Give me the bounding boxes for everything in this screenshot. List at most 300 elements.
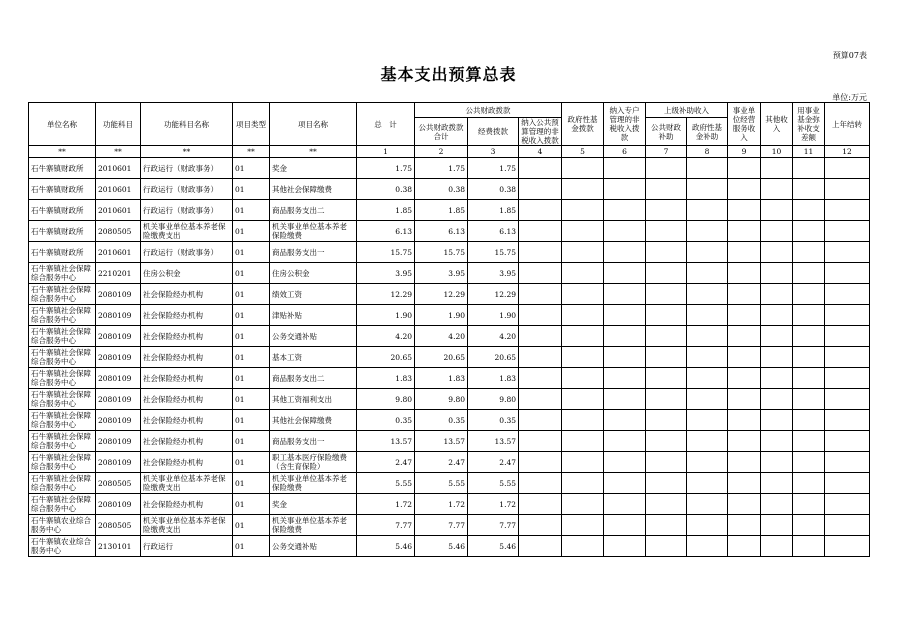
cell-empty bbox=[604, 284, 646, 305]
cell-empty bbox=[562, 368, 604, 389]
cell-item-type: 01 bbox=[233, 305, 270, 326]
cell-unit-name: 石牛寨镇财政所 bbox=[29, 179, 96, 200]
cell-empty bbox=[761, 494, 793, 515]
cell-func-name: 社会保险经办机构 bbox=[141, 284, 233, 305]
cell-public-fin-funding: 2.47 bbox=[468, 452, 519, 473]
cell-item-name: 其他工资福利支出 bbox=[270, 389, 357, 410]
cell-item-type: 01 bbox=[233, 410, 270, 431]
cell-func-code: 2010601 bbox=[96, 200, 141, 221]
cell-public-fin-total: 1.75 bbox=[415, 158, 468, 179]
cell-func-name: 住房公积金 bbox=[141, 263, 233, 284]
column-index-cell: 4 bbox=[519, 146, 562, 158]
cell-public-fin-funding: 9.80 bbox=[468, 389, 519, 410]
cell-empty bbox=[825, 200, 870, 221]
cell-empty bbox=[519, 389, 562, 410]
cell-empty bbox=[519, 263, 562, 284]
cell-empty bbox=[604, 326, 646, 347]
cell-empty bbox=[604, 536, 646, 557]
cell-empty bbox=[793, 389, 825, 410]
cell-total: 1.90 bbox=[357, 305, 415, 326]
cell-empty bbox=[687, 347, 728, 368]
cell-item-type: 01 bbox=[233, 494, 270, 515]
cell-empty bbox=[519, 179, 562, 200]
cell-empty bbox=[825, 347, 870, 368]
cell-empty bbox=[562, 515, 604, 536]
cell-empty bbox=[793, 431, 825, 452]
cell-item-type: 01 bbox=[233, 515, 270, 536]
cell-item-name: 商品服务支出二 bbox=[270, 368, 357, 389]
cell-public-fin-funding: 3.95 bbox=[468, 263, 519, 284]
cell-func-code: 2080505 bbox=[96, 473, 141, 494]
cell-public-fin-total: 4.20 bbox=[415, 326, 468, 347]
column-index-cell: 1 bbox=[357, 146, 415, 158]
cell-public-fin-total: 15.75 bbox=[415, 242, 468, 263]
cell-total: 7.77 bbox=[357, 515, 415, 536]
cell-func-code: 2080109 bbox=[96, 410, 141, 431]
cell-empty bbox=[728, 473, 761, 494]
cell-empty bbox=[761, 221, 793, 242]
cell-func-name: 机关事业单位基本养老保险缴费支出 bbox=[141, 221, 233, 242]
cell-func-code: 2080109 bbox=[96, 284, 141, 305]
cell-total: 1.75 bbox=[357, 158, 415, 179]
cell-empty bbox=[825, 326, 870, 347]
cell-item-name: 机关事业单位基本养老保险缴费 bbox=[270, 473, 357, 494]
header-item-name: 项目名称 bbox=[270, 103, 357, 146]
cell-empty bbox=[687, 179, 728, 200]
cell-func-code: 2080109 bbox=[96, 368, 141, 389]
cell-empty bbox=[793, 158, 825, 179]
table-number-tag: 预算07表 bbox=[832, 51, 867, 60]
cell-func-name: 社会保险经办机构 bbox=[141, 431, 233, 452]
cell-total: 0.38 bbox=[357, 179, 415, 200]
cell-public-fin-funding: 15.75 bbox=[468, 242, 519, 263]
cell-empty bbox=[604, 515, 646, 536]
cell-empty bbox=[562, 389, 604, 410]
cell-item-name: 机关事业单位基本养老保险缴费 bbox=[270, 221, 357, 242]
cell-func-code: 2080109 bbox=[96, 326, 141, 347]
cell-item-name: 其他社会保障缴费 bbox=[270, 410, 357, 431]
cell-public-fin-funding: 4.20 bbox=[468, 326, 519, 347]
cell-empty bbox=[519, 200, 562, 221]
cell-empty bbox=[728, 347, 761, 368]
cell-public-fin-total: 1.72 bbox=[415, 494, 468, 515]
cell-total: 9.80 bbox=[357, 389, 415, 410]
cell-total: 3.95 bbox=[357, 263, 415, 284]
cell-empty bbox=[728, 410, 761, 431]
cell-empty bbox=[562, 221, 604, 242]
cell-public-fin-total: 1.90 bbox=[415, 305, 468, 326]
cell-item-name: 津贴补贴 bbox=[270, 305, 357, 326]
cell-empty bbox=[646, 200, 687, 221]
cell-public-fin-funding: 1.83 bbox=[468, 368, 519, 389]
cell-empty bbox=[825, 473, 870, 494]
page-title: 基本支出预算总表 bbox=[380, 65, 517, 84]
cell-empty bbox=[646, 326, 687, 347]
cell-empty bbox=[728, 452, 761, 473]
cell-empty bbox=[604, 158, 646, 179]
cell-empty bbox=[728, 368, 761, 389]
cell-item-type: 01 bbox=[233, 200, 270, 221]
cell-public-fin-funding: 1.85 bbox=[468, 200, 519, 221]
cell-empty bbox=[646, 431, 687, 452]
cell-func-code: 2080109 bbox=[96, 431, 141, 452]
cell-empty bbox=[519, 410, 562, 431]
cell-func-name: 行政运行（财政事务） bbox=[141, 179, 233, 200]
cell-func-code: 2130101 bbox=[96, 536, 141, 557]
header-public-fin-total: 公共财政拨款合计 bbox=[415, 118, 468, 146]
table-row bbox=[29, 494, 870, 515]
cell-item-type: 01 bbox=[233, 242, 270, 263]
cell-empty bbox=[562, 494, 604, 515]
cell-empty bbox=[604, 410, 646, 431]
cell-public-fin-total: 7.77 bbox=[415, 515, 468, 536]
cell-total: 13.57 bbox=[357, 431, 415, 452]
cell-empty bbox=[687, 536, 728, 557]
cell-empty bbox=[728, 515, 761, 536]
column-index-cell: 6 bbox=[604, 146, 646, 158]
cell-item-name: 商品服务支出一 bbox=[270, 431, 357, 452]
cell-empty bbox=[646, 536, 687, 557]
cell-empty bbox=[761, 389, 793, 410]
cell-empty bbox=[687, 263, 728, 284]
cell-empty bbox=[825, 179, 870, 200]
cell-empty bbox=[728, 431, 761, 452]
cell-empty bbox=[687, 452, 728, 473]
cell-empty bbox=[562, 263, 604, 284]
cell-item-name: 绩效工资 bbox=[270, 284, 357, 305]
cell-empty bbox=[646, 284, 687, 305]
cell-empty bbox=[825, 284, 870, 305]
cell-empty bbox=[687, 305, 728, 326]
cell-empty bbox=[604, 200, 646, 221]
cell-empty bbox=[793, 263, 825, 284]
cell-empty bbox=[825, 305, 870, 326]
cell-unit-name: 石牛寨镇社会保障综合服务中心 bbox=[29, 494, 96, 515]
cell-empty bbox=[793, 179, 825, 200]
cell-func-name: 机关事业单位基本养老保险缴费支出 bbox=[141, 473, 233, 494]
cell-empty bbox=[519, 158, 562, 179]
header-carryover: 上年结转 bbox=[825, 103, 870, 146]
cell-empty bbox=[519, 494, 562, 515]
cell-unit-name: 石牛寨镇财政所 bbox=[29, 200, 96, 221]
table-row bbox=[29, 431, 870, 452]
cell-empty bbox=[761, 536, 793, 557]
column-index-cell: 5 bbox=[562, 146, 604, 158]
cell-empty bbox=[519, 284, 562, 305]
cell-total: 12.29 bbox=[357, 284, 415, 305]
cell-func-name: 行政运行（财政事务） bbox=[141, 242, 233, 263]
cell-empty bbox=[825, 410, 870, 431]
header-total: 总 计 bbox=[357, 103, 415, 146]
cell-empty bbox=[604, 494, 646, 515]
cell-item-name: 职工基本医疗保险缴费（含生育保险） bbox=[270, 452, 357, 473]
column-index-cell: ** bbox=[29, 146, 96, 158]
cell-func-name: 行政运行（财政事务） bbox=[141, 200, 233, 221]
cell-item-type: 01 bbox=[233, 284, 270, 305]
cell-item-type: 01 bbox=[233, 326, 270, 347]
cell-empty bbox=[519, 452, 562, 473]
cell-total: 0.35 bbox=[357, 410, 415, 431]
cell-empty bbox=[562, 431, 604, 452]
cell-empty bbox=[519, 473, 562, 494]
header-public-fin: 公共财政拨款 bbox=[415, 103, 562, 118]
cell-func-name: 社会保险经办机构 bbox=[141, 326, 233, 347]
table-row bbox=[29, 515, 870, 536]
cell-empty bbox=[604, 221, 646, 242]
cell-func-code: 2080109 bbox=[96, 494, 141, 515]
cell-public-fin-total: 13.57 bbox=[415, 431, 468, 452]
cell-public-fin-total: 0.35 bbox=[415, 410, 468, 431]
table-row bbox=[29, 221, 870, 242]
cell-empty bbox=[646, 515, 687, 536]
cell-unit-name: 石牛寨镇社会保障综合服务中心 bbox=[29, 389, 96, 410]
header-other-income: 其他收入 bbox=[761, 103, 793, 146]
cell-empty bbox=[825, 494, 870, 515]
cell-func-code: 2010601 bbox=[96, 158, 141, 179]
cell-func-name: 机关事业单位基本养老保险缴费支出 bbox=[141, 515, 233, 536]
cell-empty bbox=[562, 158, 604, 179]
header-public-fin-nontax: 纳入公共预算管理的非税收入拨款 bbox=[519, 118, 562, 146]
cell-empty bbox=[825, 221, 870, 242]
column-index-cell: 11 bbox=[793, 146, 825, 158]
cell-func-name: 社会保险经办机构 bbox=[141, 347, 233, 368]
cell-func-code: 2080109 bbox=[96, 389, 141, 410]
cell-empty bbox=[728, 200, 761, 221]
cell-empty bbox=[793, 242, 825, 263]
cell-unit-name: 石牛寨镇社会保障综合服务中心 bbox=[29, 347, 96, 368]
cell-empty bbox=[519, 347, 562, 368]
cell-item-name: 奖金 bbox=[270, 494, 357, 515]
header-business-income: 事业单位经营服务收入 bbox=[728, 103, 761, 146]
cell-empty bbox=[604, 473, 646, 494]
cell-empty bbox=[793, 515, 825, 536]
cell-public-fin-funding: 0.38 bbox=[468, 179, 519, 200]
cell-empty bbox=[761, 452, 793, 473]
cell-func-code: 2080505 bbox=[96, 515, 141, 536]
header-fund-cover: 用事业基金弥补收支差额 bbox=[793, 103, 825, 146]
cell-func-name: 社会保险经办机构 bbox=[141, 305, 233, 326]
cell-item-type: 01 bbox=[233, 221, 270, 242]
cell-empty bbox=[562, 536, 604, 557]
cell-empty bbox=[646, 494, 687, 515]
cell-public-fin-total: 9.80 bbox=[415, 389, 468, 410]
cell-item-name: 其他社会保障缴费 bbox=[270, 179, 357, 200]
cell-empty bbox=[761, 179, 793, 200]
cell-empty bbox=[604, 242, 646, 263]
cell-empty bbox=[562, 242, 604, 263]
cell-empty bbox=[825, 158, 870, 179]
table-row bbox=[29, 536, 870, 557]
cell-empty bbox=[793, 452, 825, 473]
header-item-type: 项目类型 bbox=[233, 103, 270, 146]
cell-empty bbox=[646, 305, 687, 326]
cell-empty bbox=[519, 326, 562, 347]
cell-empty bbox=[519, 368, 562, 389]
cell-empty bbox=[728, 536, 761, 557]
cell-empty bbox=[761, 263, 793, 284]
cell-public-fin-funding: 1.72 bbox=[468, 494, 519, 515]
table-row bbox=[29, 263, 870, 284]
table-row bbox=[29, 368, 870, 389]
cell-public-fin-total: 3.95 bbox=[415, 263, 468, 284]
cell-item-type: 01 bbox=[233, 368, 270, 389]
cell-empty bbox=[825, 242, 870, 263]
cell-empty bbox=[793, 305, 825, 326]
cell-public-fin-total: 20.65 bbox=[415, 347, 468, 368]
cell-empty bbox=[761, 284, 793, 305]
cell-empty bbox=[728, 389, 761, 410]
cell-unit-name: 石牛寨镇社会保障综合服务中心 bbox=[29, 452, 96, 473]
cell-empty bbox=[728, 494, 761, 515]
cell-empty bbox=[687, 431, 728, 452]
cell-item-type: 01 bbox=[233, 179, 270, 200]
cell-total: 5.55 bbox=[357, 473, 415, 494]
cell-empty bbox=[646, 263, 687, 284]
cell-empty bbox=[687, 242, 728, 263]
cell-empty bbox=[519, 242, 562, 263]
table-row bbox=[29, 347, 870, 368]
cell-empty bbox=[761, 347, 793, 368]
header-superior-gov: 政府性基金补助 bbox=[687, 118, 728, 146]
header-unit-name: 单位名称 bbox=[29, 103, 96, 146]
cell-unit-name: 石牛寨镇社会保障综合服务中心 bbox=[29, 431, 96, 452]
cell-public-fin-total: 2.47 bbox=[415, 452, 468, 473]
cell-empty bbox=[761, 326, 793, 347]
column-index-cell: 9 bbox=[728, 146, 761, 158]
cell-empty bbox=[604, 368, 646, 389]
cell-empty bbox=[646, 473, 687, 494]
cell-empty bbox=[793, 368, 825, 389]
cell-empty bbox=[562, 284, 604, 305]
column-index-cell: ** bbox=[141, 146, 233, 158]
cell-empty bbox=[604, 263, 646, 284]
column-index-cell: 8 bbox=[687, 146, 728, 158]
cell-empty bbox=[562, 200, 604, 221]
cell-empty bbox=[646, 368, 687, 389]
cell-empty bbox=[562, 473, 604, 494]
table-row bbox=[29, 389, 870, 410]
cell-public-fin-funding: 7.77 bbox=[468, 515, 519, 536]
cell-item-type: 01 bbox=[233, 158, 270, 179]
column-index-cell: 3 bbox=[468, 146, 519, 158]
cell-public-fin-funding: 20.65 bbox=[468, 347, 519, 368]
cell-public-fin-funding: 5.46 bbox=[468, 536, 519, 557]
cell-empty bbox=[761, 473, 793, 494]
cell-empty bbox=[793, 200, 825, 221]
cell-empty bbox=[646, 410, 687, 431]
header-public-fin-funding: 经费拨款 bbox=[468, 118, 519, 146]
cell-func-code: 2010601 bbox=[96, 179, 141, 200]
cell-public-fin-funding: 5.55 bbox=[468, 473, 519, 494]
table-row bbox=[29, 242, 870, 263]
cell-empty bbox=[825, 389, 870, 410]
cell-empty bbox=[604, 179, 646, 200]
cell-total: 20.65 bbox=[357, 347, 415, 368]
cell-empty bbox=[687, 200, 728, 221]
cell-public-fin-funding: 1.90 bbox=[468, 305, 519, 326]
cell-total: 6.13 bbox=[357, 221, 415, 242]
column-index-cell: 12 bbox=[825, 146, 870, 158]
cell-empty bbox=[646, 389, 687, 410]
cell-empty bbox=[646, 158, 687, 179]
header-func-code: 功能科目 bbox=[96, 103, 141, 146]
cell-item-type: 01 bbox=[233, 263, 270, 284]
budget-table bbox=[28, 102, 870, 557]
cell-total: 2.47 bbox=[357, 452, 415, 473]
cell-empty bbox=[728, 263, 761, 284]
cell-unit-name: 石牛寨镇农业综合服务中心 bbox=[29, 515, 96, 536]
cell-empty bbox=[646, 179, 687, 200]
cell-item-name: 基本工资 bbox=[270, 347, 357, 368]
header-superior-public: 公共财政补助 bbox=[646, 118, 687, 146]
cell-item-name: 住房公积金 bbox=[270, 263, 357, 284]
cell-func-name: 行政运行（财政事务） bbox=[141, 158, 233, 179]
column-index-row bbox=[29, 146, 870, 158]
table-row bbox=[29, 410, 870, 431]
cell-public-fin-total: 5.55 bbox=[415, 473, 468, 494]
cell-empty bbox=[793, 326, 825, 347]
cell-empty bbox=[825, 515, 870, 536]
cell-unit-name: 石牛寨镇社会保障综合服务中心 bbox=[29, 263, 96, 284]
cell-empty bbox=[825, 263, 870, 284]
cell-empty bbox=[687, 389, 728, 410]
cell-public-fin-funding: 1.75 bbox=[468, 158, 519, 179]
table-row bbox=[29, 284, 870, 305]
cell-total: 1.85 bbox=[357, 200, 415, 221]
cell-item-name: 公务交通补贴 bbox=[270, 326, 357, 347]
cell-empty bbox=[825, 536, 870, 557]
cell-item-name: 商品服务支出二 bbox=[270, 200, 357, 221]
table-row bbox=[29, 179, 870, 200]
cell-func-name: 社会保险经办机构 bbox=[141, 368, 233, 389]
cell-unit-name: 石牛寨镇财政所 bbox=[29, 242, 96, 263]
cell-empty bbox=[687, 221, 728, 242]
cell-unit-name: 石牛寨镇社会保障综合服务中心 bbox=[29, 284, 96, 305]
table-row bbox=[29, 452, 870, 473]
cell-empty bbox=[687, 410, 728, 431]
cell-public-fin-total: 1.85 bbox=[415, 200, 468, 221]
cell-unit-name: 石牛寨镇社会保障综合服务中心 bbox=[29, 305, 96, 326]
cell-total: 5.46 bbox=[357, 536, 415, 557]
cell-public-fin-funding: 6.13 bbox=[468, 221, 519, 242]
table-row bbox=[29, 473, 870, 494]
cell-empty bbox=[519, 536, 562, 557]
cell-empty bbox=[604, 347, 646, 368]
cell-empty bbox=[728, 179, 761, 200]
cell-item-type: 01 bbox=[233, 347, 270, 368]
table-row bbox=[29, 200, 870, 221]
header-superior: 上级补助收入 bbox=[646, 103, 728, 118]
cell-func-name: 社会保险经办机构 bbox=[141, 389, 233, 410]
cell-empty bbox=[761, 242, 793, 263]
cell-empty bbox=[728, 221, 761, 242]
cell-empty bbox=[761, 200, 793, 221]
cell-empty bbox=[562, 347, 604, 368]
cell-empty bbox=[793, 494, 825, 515]
cell-total: 1.72 bbox=[357, 494, 415, 515]
cell-empty bbox=[761, 305, 793, 326]
header-gov-fund: 政府性基金拨款 bbox=[562, 103, 604, 146]
cell-empty bbox=[687, 284, 728, 305]
cell-item-type: 01 bbox=[233, 389, 270, 410]
cell-public-fin-total: 5.46 bbox=[415, 536, 468, 557]
cell-empty bbox=[562, 410, 604, 431]
cell-empty bbox=[519, 515, 562, 536]
cell-func-name: 行政运行 bbox=[141, 536, 233, 557]
cell-public-fin-funding: 12.29 bbox=[468, 284, 519, 305]
cell-item-name: 公务交通补贴 bbox=[270, 536, 357, 557]
cell-empty bbox=[646, 242, 687, 263]
